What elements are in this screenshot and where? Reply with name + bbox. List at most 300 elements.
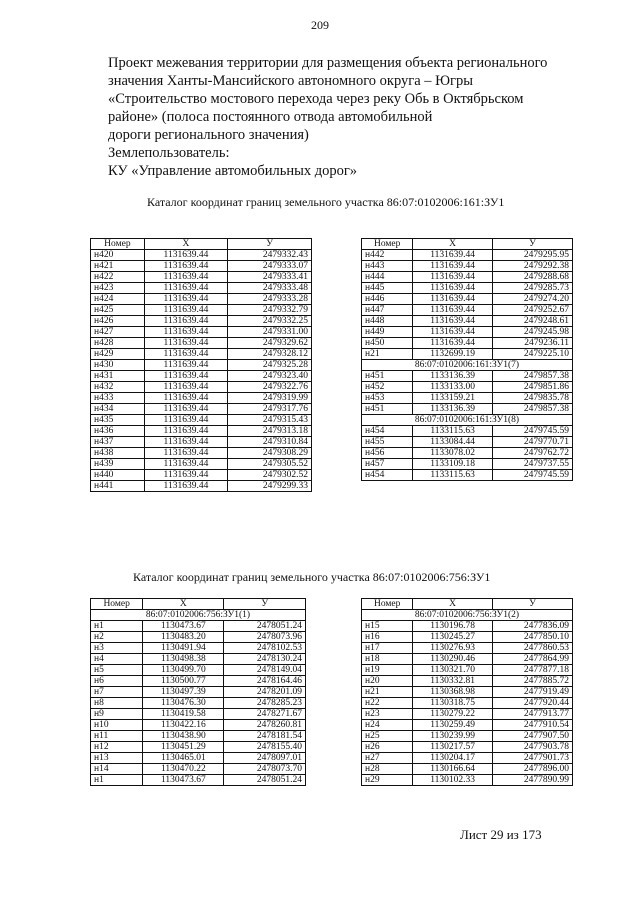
point-number: н433 <box>91 393 145 404</box>
point-number: н7 <box>91 687 143 698</box>
table-row <box>91 654 306 665</box>
table-row <box>91 481 312 492</box>
table-row <box>91 338 312 349</box>
point-number: н21 <box>362 687 413 698</box>
table-row <box>362 632 573 643</box>
coord-x: 1131639.44 <box>144 459 227 470</box>
coord-x: 1131639.44 <box>144 250 227 261</box>
coord-y: 2477850.10 <box>492 632 572 643</box>
coord-x: 1131639.44 <box>413 305 493 316</box>
coord-x: 1133078.02 <box>413 448 493 459</box>
point-number: н432 <box>91 382 145 393</box>
coord-y: 2479308.29 <box>228 448 312 459</box>
coord-x: 1130465.01 <box>143 753 224 764</box>
coord-y: 2479762.72 <box>492 448 572 459</box>
table-row <box>362 665 573 676</box>
coord-y: 2477890.99 <box>492 775 572 786</box>
point-number: н454 <box>362 426 413 437</box>
table-header-row <box>362 599 573 610</box>
coord-y: 2477864.99 <box>492 654 572 665</box>
point-number: н427 <box>91 327 145 338</box>
coord-y: 2479322.76 <box>228 382 312 393</box>
coord-y: 2479317.76 <box>228 404 312 415</box>
point-number: н9 <box>91 709 143 720</box>
table-row <box>91 731 306 742</box>
coord-x: 1130438.90 <box>143 731 224 742</box>
table-row <box>91 687 306 698</box>
coord-x: 1130245.27 <box>413 632 493 643</box>
point-number: н421 <box>91 261 145 272</box>
point-number: н449 <box>362 327 413 338</box>
point-number: н10 <box>91 720 143 731</box>
header-line: значения Ханты-Мансийского автономного округа – Югры <box>108 73 473 89</box>
coord-x: 1133136.39 <box>413 371 493 382</box>
table-row <box>91 665 306 676</box>
coord-x: 1130166.64 <box>413 764 493 775</box>
coord-y: 2478271.67 <box>224 709 306 720</box>
coord-y: 2479323.40 <box>228 371 312 382</box>
point-number: н428 <box>91 338 145 349</box>
point-number: н8 <box>91 698 143 709</box>
table-row <box>362 470 573 481</box>
coord-x: 1131639.44 <box>144 382 227 393</box>
point-number: н15 <box>362 621 413 632</box>
table-row <box>91 349 312 360</box>
table-row <box>91 643 306 654</box>
table-row <box>91 272 312 283</box>
coord-y: 2479305.52 <box>228 459 312 470</box>
coord-x: 1130470.22 <box>143 764 224 775</box>
coord-y: 2478130.24 <box>224 654 306 665</box>
table-row <box>362 272 573 283</box>
coord-y: 2479857.38 <box>492 371 572 382</box>
x-header: X <box>144 239 227 250</box>
section-row <box>362 610 573 621</box>
coord-x: 1130276.93 <box>413 643 493 654</box>
table-row <box>91 305 312 316</box>
catalog2-caption: Каталог координат границ земельного участка 86:07:0102006:756:ЗУ1 <box>133 570 491 584</box>
point-number: н448 <box>362 316 413 327</box>
table-row <box>362 349 573 360</box>
coord-x: 1130290.46 <box>413 654 493 665</box>
coord-x: 1130422.16 <box>143 720 224 731</box>
point-number: н1 <box>91 775 143 786</box>
table-row <box>362 250 573 261</box>
table-row <box>91 742 306 753</box>
table-row <box>91 437 312 448</box>
coord-x: 1130473.67 <box>143 621 224 632</box>
coord-y: 2479332.43 <box>228 250 312 261</box>
table-row <box>91 283 312 294</box>
coord-x: 1131639.44 <box>413 327 493 338</box>
point-number: н5 <box>91 665 143 676</box>
point-number: н437 <box>91 437 145 448</box>
table-row <box>362 404 573 415</box>
coord-x: 1133084.44 <box>413 437 493 448</box>
coord-x: 1130500.77 <box>143 676 224 687</box>
point-number: н444 <box>362 272 413 283</box>
coord-y: 2478073.96 <box>224 632 306 643</box>
table-row <box>362 382 573 393</box>
coord-y: 2479299.33 <box>228 481 312 492</box>
coord-y: 2477903.78 <box>492 742 572 753</box>
number-header: Номер <box>91 239 145 250</box>
coord-y: 2478102.53 <box>224 643 306 654</box>
coord-x: 1131639.44 <box>144 371 227 382</box>
point-number: н422 <box>91 272 145 283</box>
coord-y: 2479285.73 <box>492 283 572 294</box>
coord-y: 2478260.81 <box>224 720 306 731</box>
x-header: X <box>413 239 493 250</box>
coord-x: 1130259.49 <box>413 720 493 731</box>
point-number: н16 <box>362 632 413 643</box>
coord-y: 2479333.07 <box>228 261 312 272</box>
header-line: Проект межевания территории для размещения объекта регионального <box>108 55 548 71</box>
point-number: н12 <box>91 742 143 753</box>
point-number: н28 <box>362 764 413 775</box>
page-number: 209 <box>311 18 329 32</box>
number-header: Номер <box>362 599 413 610</box>
point-number: н429 <box>91 349 145 360</box>
table-row <box>91 360 312 371</box>
table-row <box>91 698 306 709</box>
coord-y: 2479319.99 <box>228 393 312 404</box>
point-number: н420 <box>91 250 145 261</box>
table-row <box>362 316 573 327</box>
point-number: н3 <box>91 643 143 654</box>
table-row <box>362 654 573 665</box>
coord-y: 2479302.52 <box>228 470 312 481</box>
coord-x: 1130483.20 <box>143 632 224 643</box>
coord-y: 2479745.59 <box>492 426 572 437</box>
coord-y: 2479332.79 <box>228 305 312 316</box>
catalog2-left-table <box>90 598 306 786</box>
point-number: н454 <box>362 470 413 481</box>
coord-y: 2479835.78 <box>492 393 572 404</box>
table-row <box>91 371 312 382</box>
table-row <box>91 764 306 775</box>
point-number: н6 <box>91 676 143 687</box>
catalog1-left-table <box>90 238 312 492</box>
coord-y: 2477836.09 <box>492 621 572 632</box>
coord-x: 1130451.29 <box>143 742 224 753</box>
point-number: н20 <box>362 676 413 687</box>
point-number: н27 <box>362 753 413 764</box>
coord-x: 1133136.39 <box>413 404 493 415</box>
point-number: н13 <box>91 753 143 764</box>
coord-y: 2477860.53 <box>492 643 572 654</box>
coord-x: 1133133.00 <box>413 382 493 393</box>
table-header-row <box>362 239 573 250</box>
coord-x: 1130239.99 <box>413 731 493 742</box>
coord-x: 1130217.57 <box>413 742 493 753</box>
coord-y: 2479310.84 <box>228 437 312 448</box>
coord-y: 2477919.49 <box>492 687 572 698</box>
table-row <box>362 621 573 632</box>
point-number: н447 <box>362 305 413 316</box>
coord-x: 1131639.44 <box>413 294 493 305</box>
point-number: н4 <box>91 654 143 665</box>
section-label: 86:07:0102006:161:ЗУ1(8) <box>362 415 573 426</box>
coord-y: 2477910.54 <box>492 720 572 731</box>
coord-x: 1130419.58 <box>143 709 224 720</box>
table-row <box>362 338 573 349</box>
coord-x: 1132699.19 <box>413 349 493 360</box>
coord-x: 1131639.44 <box>144 393 227 404</box>
coord-y: 2479333.48 <box>228 283 312 294</box>
coord-y: 2478181.54 <box>224 731 306 742</box>
coord-x: 1131639.44 <box>144 283 227 294</box>
table-row <box>362 305 573 316</box>
point-number: н2 <box>91 632 143 643</box>
point-number: н450 <box>362 338 413 349</box>
coord-x: 1131639.44 <box>144 426 227 437</box>
point-number: н439 <box>91 459 145 470</box>
coord-y: 2477907.50 <box>492 731 572 742</box>
point-number: н435 <box>91 415 145 426</box>
coord-x: 1130204.17 <box>413 753 493 764</box>
coord-x: 1131639.44 <box>144 294 227 305</box>
table-row <box>91 316 312 327</box>
coord-y: 2478051.24 <box>224 775 306 786</box>
point-number: н1 <box>91 621 143 632</box>
table-row <box>362 731 573 742</box>
point-number: н24 <box>362 720 413 731</box>
coord-x: 1131639.44 <box>413 283 493 294</box>
table-row <box>91 426 312 437</box>
point-number: н431 <box>91 371 145 382</box>
table-row <box>91 250 312 261</box>
point-number: н440 <box>91 470 145 481</box>
coord-y: 2479245.98 <box>492 327 572 338</box>
coord-x: 1130368.98 <box>413 687 493 698</box>
point-number: н430 <box>91 360 145 371</box>
coord-y: 2478285.23 <box>224 698 306 709</box>
point-number: н18 <box>362 654 413 665</box>
table-row <box>91 261 312 272</box>
table-row <box>362 426 573 437</box>
number-header: Номер <box>91 599 143 610</box>
number-header: Номер <box>362 239 413 250</box>
point-number: н19 <box>362 665 413 676</box>
coord-y: 2479857.38 <box>492 404 572 415</box>
coord-y: 2479325.28 <box>228 360 312 371</box>
header-line: дороги регионального значения) <box>108 127 309 143</box>
point-number: н424 <box>91 294 145 305</box>
coord-y: 2479333.41 <box>228 272 312 283</box>
y-header: У <box>492 599 572 610</box>
coord-x: 1131639.44 <box>144 481 227 492</box>
sheet-footer: Лист 29 из 173 <box>460 827 542 842</box>
table-row <box>91 415 312 426</box>
coord-y: 2479274.20 <box>492 294 572 305</box>
table-row <box>362 261 573 272</box>
coord-x: 1131639.44 <box>144 327 227 338</box>
point-number: н445 <box>362 283 413 294</box>
y-header: У <box>224 599 306 610</box>
section-row <box>91 610 306 621</box>
point-number: н29 <box>362 775 413 786</box>
point-number: н457 <box>362 459 413 470</box>
coord-y: 2479292.38 <box>492 261 572 272</box>
coord-y: 2477913.77 <box>492 709 572 720</box>
coord-x: 1131639.44 <box>144 404 227 415</box>
table-row <box>91 448 312 459</box>
catalog1-caption: Каталог координат границ земельного участка 86:07:0102006:161:ЗУ1 <box>147 195 505 209</box>
coord-x: 1130332.81 <box>413 676 493 687</box>
coord-y: 2479248.61 <box>492 316 572 327</box>
table-header-row <box>91 239 312 250</box>
coord-x: 1131639.44 <box>413 261 493 272</box>
point-number: н442 <box>362 250 413 261</box>
coord-x: 1131639.44 <box>144 349 227 360</box>
header-line: «Строительство мостового перехода через реку Обь в Октябрьском <box>108 91 524 107</box>
coord-x: 1131639.44 <box>144 316 227 327</box>
coord-y: 2479288.68 <box>492 272 572 283</box>
point-number: н14 <box>91 764 143 775</box>
coord-y: 2477901.73 <box>492 753 572 764</box>
coord-y: 2478073.70 <box>224 764 306 775</box>
table-row <box>362 742 573 753</box>
coord-x: 1131639.44 <box>144 272 227 283</box>
table-row <box>362 753 573 764</box>
coord-y: 2478097.01 <box>224 753 306 764</box>
coord-y: 2479313.18 <box>228 426 312 437</box>
coord-x: 1131639.44 <box>144 338 227 349</box>
coord-x: 1131639.44 <box>413 316 493 327</box>
table-row <box>91 753 306 764</box>
coord-x: 1130318.75 <box>413 698 493 709</box>
point-number: н443 <box>362 261 413 272</box>
point-number: н426 <box>91 316 145 327</box>
table-row <box>91 676 306 687</box>
table-row <box>91 393 312 404</box>
coord-x: 1130476.30 <box>143 698 224 709</box>
coord-x: 1131639.44 <box>144 415 227 426</box>
coord-y: 2479331.00 <box>228 327 312 338</box>
point-number: н446 <box>362 294 413 305</box>
point-number: н455 <box>362 437 413 448</box>
table-row <box>362 720 573 731</box>
table-row <box>362 709 573 720</box>
x-header: X <box>143 599 224 610</box>
table-row <box>91 459 312 470</box>
coord-x: 1131639.44 <box>413 338 493 349</box>
table-row <box>91 327 312 338</box>
coord-y: 2478149.04 <box>224 665 306 676</box>
point-number: н11 <box>91 731 143 742</box>
coord-y: 2478155.40 <box>224 742 306 753</box>
header-line: районе» (полоса постоянного отвода автомобильной <box>108 109 433 125</box>
table-row <box>362 371 573 382</box>
coord-y: 2477885.72 <box>492 676 572 687</box>
table-row <box>91 621 306 632</box>
coord-y: 2479315.43 <box>228 415 312 426</box>
coord-y: 2479851.86 <box>492 382 572 393</box>
header-line: Землепользователь: <box>108 145 230 161</box>
table-row <box>362 687 573 698</box>
coord-y: 2477920.44 <box>492 698 572 709</box>
section-row <box>362 415 573 426</box>
table-row <box>362 393 573 404</box>
table-row <box>362 448 573 459</box>
table-row <box>91 632 306 643</box>
coord-x: 1131639.44 <box>144 360 227 371</box>
coord-x: 1131639.44 <box>144 437 227 448</box>
table-row <box>362 459 573 470</box>
table-row <box>362 437 573 448</box>
table-row <box>362 775 573 786</box>
coord-x: 1130102.33 <box>413 775 493 786</box>
catalog2-right-table <box>361 598 573 786</box>
table-row <box>91 382 312 393</box>
point-number: н436 <box>91 426 145 437</box>
coord-x: 1130473.67 <box>143 775 224 786</box>
point-number: н451 <box>362 371 413 382</box>
coord-x: 1130279.22 <box>413 709 493 720</box>
table-row <box>362 698 573 709</box>
coord-y: 2477877.18 <box>492 665 572 676</box>
catalog1-right-table <box>361 238 573 481</box>
coord-x: 1131639.44 <box>144 261 227 272</box>
coord-x: 1133109.18 <box>413 459 493 470</box>
point-number: н434 <box>91 404 145 415</box>
table-header-row <box>91 599 306 610</box>
table-row <box>91 709 306 720</box>
point-number: н23 <box>362 709 413 720</box>
point-number: н456 <box>362 448 413 459</box>
point-number: н425 <box>91 305 145 316</box>
x-header: X <box>413 599 493 610</box>
coord-y: 2479332.25 <box>228 316 312 327</box>
coord-x: 1130497.39 <box>143 687 224 698</box>
coord-y: 2477896.00 <box>492 764 572 775</box>
section-label: 86:07:0102006:756:ЗУ1(2) <box>362 610 573 621</box>
point-number: н453 <box>362 393 413 404</box>
coord-x: 1131639.44 <box>413 272 493 283</box>
coord-x: 1130499.70 <box>143 665 224 676</box>
coord-x: 1131639.44 <box>413 250 493 261</box>
point-number: н17 <box>362 643 413 654</box>
coord-y: 2478164.46 <box>224 676 306 687</box>
point-number: н423 <box>91 283 145 294</box>
table-row <box>91 294 312 305</box>
table-row <box>91 470 312 481</box>
point-number: н26 <box>362 742 413 753</box>
coord-y: 2479236.11 <box>492 338 572 349</box>
coord-x: 1131639.44 <box>144 448 227 459</box>
table-row <box>91 404 312 415</box>
table-row <box>362 764 573 775</box>
table-row <box>362 283 573 294</box>
section-label: 86:07:0102006:161:ЗУ1(7) <box>362 360 573 371</box>
point-number: н438 <box>91 448 145 459</box>
coord-y: 2479737.55 <box>492 459 572 470</box>
point-number: н25 <box>362 731 413 742</box>
coord-x: 1131639.44 <box>144 305 227 316</box>
coord-x: 1131639.44 <box>144 470 227 481</box>
table-row <box>362 327 573 338</box>
table-row <box>362 643 573 654</box>
section-row <box>362 360 573 371</box>
coord-y: 2479745.59 <box>492 470 572 481</box>
coord-x: 1130321.70 <box>413 665 493 676</box>
coord-x: 1130491.94 <box>143 643 224 654</box>
table-row <box>91 720 306 731</box>
coord-y: 2479252.67 <box>492 305 572 316</box>
table-row <box>362 676 573 687</box>
point-number: н21 <box>362 349 413 360</box>
